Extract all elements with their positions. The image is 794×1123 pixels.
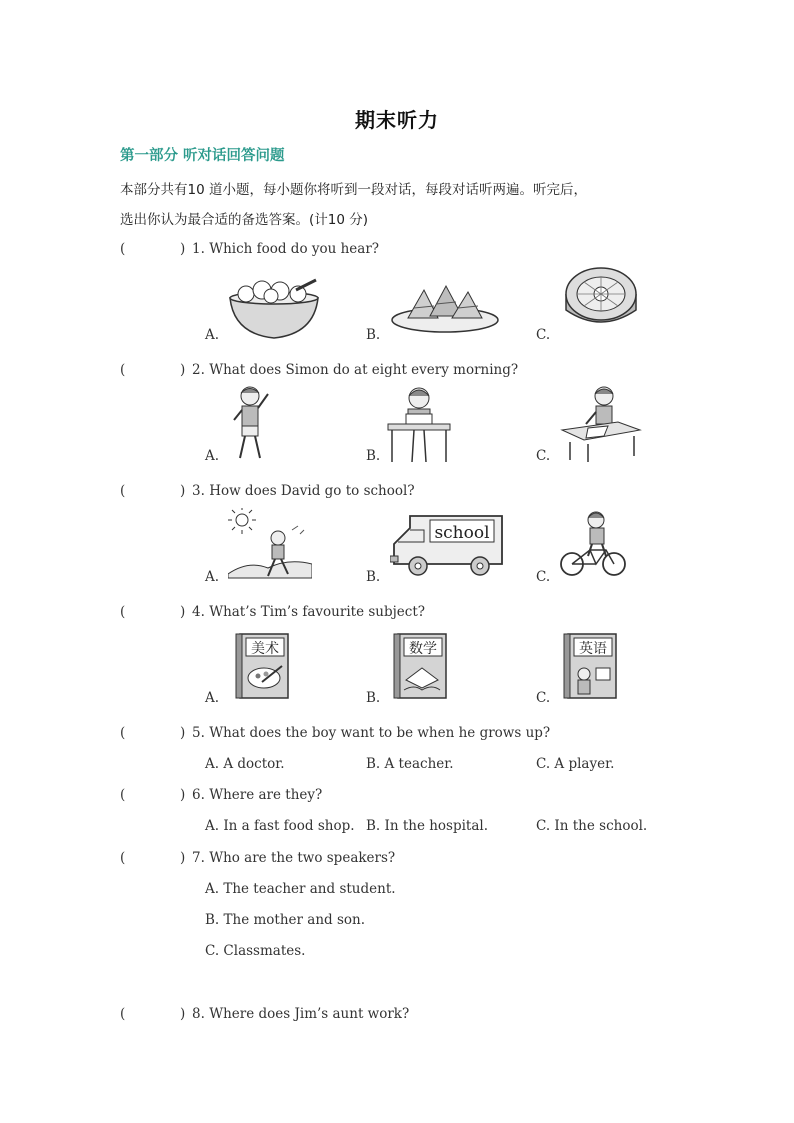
question-text: What does Simon do at eight every morning? xyxy=(209,362,519,378)
answer-paren-open: ( xyxy=(120,1006,126,1022)
question-number: 3. xyxy=(192,483,205,499)
art-book-icon[interactable] xyxy=(234,632,290,700)
question-number: 7. xyxy=(192,850,205,866)
option-label-b[interactable]: B. xyxy=(366,448,381,464)
instruction-line-2: 选出你认为最合适的备选答案。(计10 分) xyxy=(120,212,369,228)
option-a[interactable]: A. In a fast food shop. xyxy=(205,818,355,834)
answer-paren-open: ( xyxy=(120,725,126,741)
question-text: Who are the two speakers? xyxy=(209,850,396,866)
question-number: 6. xyxy=(192,787,205,803)
boy-drawing-icon[interactable] xyxy=(558,384,642,464)
question-text: What’s Tim’s favourite subject? xyxy=(209,604,426,620)
option-b[interactable]: B. In the hospital. xyxy=(366,818,489,834)
section-heading: 第一部分 听对话回答问题 xyxy=(120,148,285,164)
option-label-b[interactable]: B. xyxy=(366,569,381,585)
book-title-math: 数学 xyxy=(409,641,437,657)
english-book-icon[interactable] xyxy=(562,632,618,700)
answer-paren-close: ) xyxy=(180,362,186,378)
answer-paren-open: ( xyxy=(120,787,126,803)
question-text: Which food do you hear? xyxy=(209,241,380,257)
option-c[interactable]: C. A player. xyxy=(536,756,615,772)
option-a[interactable]: A. The teacher and student. xyxy=(205,881,396,897)
question-number: 2. xyxy=(192,362,205,378)
book-title-english: 英语 xyxy=(579,641,607,657)
option-label-a[interactable]: A. xyxy=(205,690,220,706)
question-text: How does David go to school? xyxy=(209,483,415,499)
question-text: Where does Jim’s aunt work? xyxy=(209,1006,410,1022)
book-title-art: 美术 xyxy=(251,641,279,657)
option-b[interactable]: B. A teacher. xyxy=(366,756,454,772)
answer-paren-open: ( xyxy=(120,604,126,620)
bus-sign-text: school xyxy=(434,523,490,543)
question-text: Where are they? xyxy=(209,787,323,803)
answer-paren-close: ) xyxy=(180,1006,186,1022)
answer-paren-close: ) xyxy=(180,241,186,257)
option-c[interactable]: C. Classmates. xyxy=(205,943,306,959)
instruction-line-1: 本部分共有10 道小题，每小题你将听到一段对话，每段对话听两遍。听完后， xyxy=(120,182,587,198)
option-label-b[interactable]: B. xyxy=(366,327,381,343)
answer-paren-close: ) xyxy=(180,850,186,866)
zongzi-plate-icon[interactable] xyxy=(390,282,500,334)
option-label-b[interactable]: B. xyxy=(366,690,381,706)
answer-paren-open: ( xyxy=(120,483,126,499)
mooncake-icon[interactable] xyxy=(562,264,640,336)
school-bus-icon[interactable] xyxy=(390,510,506,578)
option-label-c[interactable]: C. xyxy=(536,690,551,706)
answer-paren-open: ( xyxy=(120,362,126,378)
math-book-icon[interactable] xyxy=(392,632,448,700)
option-label-a[interactable]: A. xyxy=(205,448,220,464)
boy-reading-icon[interactable] xyxy=(386,384,452,464)
answer-paren-close: ) xyxy=(180,483,186,499)
option-label-c[interactable]: C. xyxy=(536,327,551,343)
question-number: 1. xyxy=(192,241,205,257)
question-number: 4. xyxy=(192,604,205,620)
option-label-c[interactable]: C. xyxy=(536,448,551,464)
boy-riding-bike-icon[interactable] xyxy=(560,510,626,580)
boy-walking-icon[interactable] xyxy=(228,508,312,584)
option-label-a[interactable]: A. xyxy=(205,327,220,343)
page-title: 期末听力 xyxy=(355,108,439,132)
option-b[interactable]: B. The mother and son. xyxy=(205,912,365,928)
answer-paren-close: ) xyxy=(180,725,186,741)
answer-paren-open: ( xyxy=(120,241,126,257)
option-a[interactable]: A. A doctor. xyxy=(205,756,285,772)
answer-paren-close: ) xyxy=(180,604,186,620)
option-label-a[interactable]: A. xyxy=(205,569,220,585)
option-label-c[interactable]: C. xyxy=(536,569,551,585)
question-number: 8. xyxy=(192,1006,205,1022)
option-c[interactable]: C. In the school. xyxy=(536,818,648,834)
dumpling-bowl-icon[interactable] xyxy=(226,276,322,342)
question-text: What does the boy want to be when he grows up? xyxy=(209,725,551,741)
question-number: 5. xyxy=(192,725,205,741)
answer-paren-close: ) xyxy=(180,787,186,803)
boy-exercising-icon[interactable] xyxy=(230,384,274,464)
answer-paren-open: ( xyxy=(120,850,126,866)
